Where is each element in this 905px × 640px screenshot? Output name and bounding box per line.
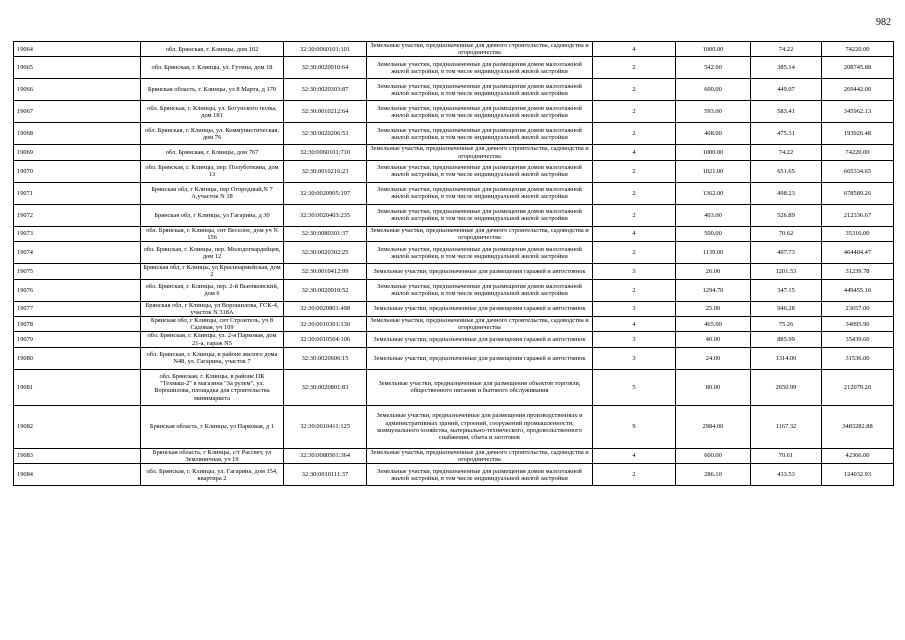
specific-value-cell: 385.14 (751, 57, 822, 79)
land-use-cell: Земельные участки, предназначенные для размещения домов малоэтажной жилой застройки, в том числе индивидуальной жилой застройки (367, 160, 593, 182)
address-cell: обл. Брянская, г. Клинцы, снт Веселое, дом уч N 156 (141, 226, 284, 241)
cadastral-number-cell: 32:30:0010504:106 (284, 332, 367, 347)
cadastral-value-cell: 31239.78 (822, 264, 894, 279)
row-number-cell: 19072 (14, 204, 141, 226)
category-cell: 3 (593, 332, 676, 347)
area-cell: 593.00 (676, 101, 751, 123)
address-cell: обл. Брянская, г. Клинцы, пер. Полуботкина, дом 13 (141, 160, 284, 182)
category-cell: 4 (593, 226, 676, 241)
category-cell: 3 (593, 347, 676, 369)
row-number-cell: 19065 (14, 57, 141, 79)
land-use-cell: Земельные участки, предназначенные для размещения объектов торговли, общественного питания и бытового обслуживания (367, 369, 593, 405)
row-number-cell: 19071 (14, 182, 141, 204)
table-row (14, 204, 894, 226)
table-row (14, 160, 894, 182)
category-cell: 2 (593, 242, 676, 264)
land-use-cell: Земельные участки, предназначенные для размещения домов малоэтажной жилой застройки, в том числе индивидуальной жилой застройки (367, 101, 593, 123)
category-cell: 4 (593, 145, 676, 160)
specific-value-cell: 583.41 (751, 101, 822, 123)
specific-value-cell: 1314.00 (751, 347, 822, 369)
specific-value-cell: 885.99 (751, 332, 822, 347)
row-number-cell: 19078 (14, 317, 141, 332)
address-cell: Брянская область, г Клинцы, ул Парковая, д 1 (141, 405, 284, 448)
table-row (14, 182, 894, 204)
cadastral-number-cell: 32:30:0080301:37 (284, 226, 367, 241)
category-cell: 2 (593, 204, 676, 226)
area-cell: 542.00 (676, 57, 751, 79)
cadastral-value-table (13, 41, 894, 486)
cadastral-value-cell: 31536.00 (822, 347, 894, 369)
cadastral-value-cell: 34995.90 (822, 317, 894, 332)
table-row (14, 464, 894, 486)
specific-value-cell: 347.15 (751, 279, 822, 301)
address-cell: обл. Брянская, г. Клинцы, в районе жилого дома N48, ул. Гагарина, участок 7 (141, 347, 284, 369)
table-body (14, 42, 894, 486)
table-row (14, 42, 894, 57)
specific-value-cell: 1167.32 (751, 405, 822, 448)
area-cell: 24.00 (676, 347, 751, 369)
category-cell: 2 (593, 57, 676, 79)
table-row (14, 369, 894, 405)
cadastral-value-cell: 193926.48 (822, 123, 894, 145)
address-cell: Брянская обл, г Клинцы, ул Ворошилова, ГСК-4, участок N 318А (141, 301, 284, 316)
row-number-cell: 19084 (14, 464, 141, 486)
area-cell: 408.00 (676, 123, 751, 145)
area-cell: 600.00 (676, 79, 751, 101)
cadastral-number-cell: 32:30:0010412:99 (284, 264, 367, 279)
land-use-cell: Земельные участки, предназначенные для размещения домов малоэтажной жилой застройки, в том числе индивидуальной жилой застройки (367, 464, 593, 486)
category-cell: 2 (593, 182, 676, 204)
row-number-cell: 19079 (14, 332, 141, 347)
land-use-cell: Земельные участки, предназначенные для размещения гаражей и автостоянок (367, 347, 593, 369)
table-row (14, 347, 894, 369)
specific-value-cell: 475.31 (751, 123, 822, 145)
address-cell: обл. Брянская, г. Клинцы, ул. Коммунистическая, дом 76 (141, 123, 284, 145)
cadastral-value-cell: 3483282.88 (822, 405, 894, 448)
land-use-cell: Земельные участки, предназначенные для размещения производственных и административных зданий, строений, сооружений промышленности, коммунального хозяйства, материально-технического, продовольственного снабжения, сбыта и заготовок (367, 405, 593, 448)
land-use-cell: Земельные участки, предназначенные для дачного строительства, садоводства и огородничества (367, 317, 593, 332)
table-row (14, 79, 894, 101)
cadastral-number-cell: 32:30:0010111:37 (284, 464, 367, 486)
address-cell: обл. Брянская, г. Клинцы, ул. Богунского полка, дом 181 (141, 101, 284, 123)
area-cell: 80.00 (676, 369, 751, 405)
cadastral-value-cell: 208745.88 (822, 57, 894, 79)
land-use-cell: Земельные участки, предназначенные для размещения гаражей и автостоянок (367, 301, 593, 316)
specific-value-cell: 75.26 (751, 317, 822, 332)
cadastral-number-cell: 32:30:0080501:364 (284, 448, 367, 463)
row-number-cell: 19077 (14, 301, 141, 316)
land-use-cell: Земельные участки, предназначенные для размещения домов малоэтажной жилой застройки, в том числе индивидуальной жилой застройки (367, 79, 593, 101)
specific-value-cell: 526.89 (751, 204, 822, 226)
cadastral-value-cell: 212336.67 (822, 204, 894, 226)
cadastral-number-cell: 32:30:0010411:125 (284, 405, 367, 448)
row-number-cell: 19080 (14, 347, 141, 369)
land-use-cell: Земельные участки, предназначенные для размещения домов малоэтажной жилой застройки, в том числе индивидуальной жилой застройки (367, 57, 593, 79)
land-use-cell: Земельные участки, предназначенные для дачного строительства, садоводства и огородничества (367, 42, 593, 57)
row-number-cell: 19075 (14, 264, 141, 279)
category-cell: 3 (593, 301, 676, 316)
land-use-cell: Земельные участки, предназначенные для размещения домов малоэтажной жилой застройки, в том числе индивидуальной жилой застройки (367, 123, 593, 145)
cadastral-value-cell: 23657.00 (822, 301, 894, 316)
cadastral-number-cell: 32:30:0020403:235 (284, 204, 367, 226)
cadastral-number-cell: 32:30:0020801:83 (284, 369, 367, 405)
cadastral-number-cell: 32:30:0060101:101 (284, 42, 367, 57)
specific-value-cell: 2650.99 (751, 369, 822, 405)
specific-value-cell: 1201.53 (751, 264, 822, 279)
cadastral-value-cell: 74220.00 (822, 145, 894, 160)
specific-value-cell: 74.22 (751, 42, 822, 57)
table-row (14, 405, 894, 448)
address-cell: обл. Брянская, г. Клинцы, дом 767 (141, 145, 284, 160)
category-cell: 5 (593, 369, 676, 405)
row-number-cell: 19076 (14, 279, 141, 301)
category-cell: 9 (593, 405, 676, 448)
page-number: 982 (876, 17, 891, 28)
table-row (14, 101, 894, 123)
area-cell: 600.00 (676, 448, 751, 463)
cadastral-number-cell: 32:30:0020606:15 (284, 347, 367, 369)
cadastral-number-cell: 32:30:0060101:710 (284, 145, 367, 160)
address-cell: Брянская обл, г Клинцы, ул Красноармейская, дом 2 (141, 264, 284, 279)
cadastral-value-cell: 269442.00 (822, 79, 894, 101)
address-cell: обл. Брянская, г. Клинцы, ул. 2-я Парковая, дом 21-а, гараж N5 (141, 332, 284, 347)
row-number-cell: 19074 (14, 242, 141, 264)
table-row (14, 264, 894, 279)
area-cell: 40.00 (676, 332, 751, 347)
table-row (14, 57, 894, 79)
cadastral-value-cell: 464404.47 (822, 242, 894, 264)
cadastral-number-cell: 32:30:0010216:23 (284, 160, 367, 182)
cadastral-value-cell: 74220.00 (822, 42, 894, 57)
address-cell: обл. Брянская, г. Клинцы, ул. Гутина, дом 18 (141, 57, 284, 79)
category-cell: 2 (593, 279, 676, 301)
category-cell: 4 (593, 42, 676, 57)
cadastral-number-cell: 32:30:0020910:52 (284, 279, 367, 301)
table-row (14, 317, 894, 332)
address-cell: обл. Брянская, г. Клинцы, дом 102 (141, 42, 284, 57)
area-cell: 1294.70 (676, 279, 751, 301)
area-cell: 26.00 (676, 264, 751, 279)
cadastral-number-cell: 32:30:0020206:53 (284, 123, 367, 145)
specific-value-cell: 946.28 (751, 301, 822, 316)
area-cell: 2984.00 (676, 405, 751, 448)
address-cell: обл. Брянская, г. Клинцы, пер. 2-й Вьюнковский, дом 6 (141, 279, 284, 301)
row-number-cell: 19069 (14, 145, 141, 160)
table-row (14, 301, 894, 316)
table-row (14, 145, 894, 160)
specific-value-cell: 498.23 (751, 182, 822, 204)
area-cell: 1021.00 (676, 160, 751, 182)
address-cell: обл. Брянская, г. Клинцы, в районе ПК "Техмаш-2" в магазина "За рулем", ул. Ворошилова, площадка для строительства минимаркета (141, 369, 284, 405)
row-number-cell: 19066 (14, 79, 141, 101)
row-number-cell: 19070 (14, 160, 141, 182)
specific-value-cell: 449.07 (751, 79, 822, 101)
area-cell: 1362.00 (676, 182, 751, 204)
category-cell: 2 (593, 101, 676, 123)
area-cell: 403.00 (676, 204, 751, 226)
table-row (14, 242, 894, 264)
category-cell: 3 (593, 264, 676, 279)
address-cell: обл. Брянская, г. Клинцы, пер. Молодогвардейцев, дом 12 (141, 242, 284, 264)
land-use-cell: Земельные участки, предназначенные для размещения домов малоэтажной жилой застройки, в том числе индивидуальной жилой застройки (367, 182, 593, 204)
land-use-cell: Земельные участки, предназначенные для размещения домов малоэтажной жилой застройки, в том числе индивидуальной жилой застройки (367, 279, 593, 301)
area-cell: 465.00 (676, 317, 751, 332)
category-cell: 2 (593, 464, 676, 486)
category-cell: 2 (593, 160, 676, 182)
address-cell: обл. Брянская, г. Клинцы, ул. Гагарина, дом 154, квартира 2 (141, 464, 284, 486)
specific-value-cell: 70.62 (751, 226, 822, 241)
area-cell: 1139.00 (676, 242, 751, 264)
category-cell: 2 (593, 79, 676, 101)
specific-value-cell: 74.22 (751, 145, 822, 160)
specific-value-cell: 433.53 (751, 464, 822, 486)
cadastral-number-cell: 32:30:0020801:498 (284, 301, 367, 316)
area-cell: 1000.00 (676, 145, 751, 160)
row-number-cell: 19073 (14, 226, 141, 241)
table-row (14, 226, 894, 241)
category-cell: 2 (593, 123, 676, 145)
cadastral-value-cell: 42366.00 (822, 448, 894, 463)
address-cell: Брянская область, г Клинцы, с/т Рассвет, ул Земляничная, уч 19 (141, 448, 284, 463)
row-number-cell: 19067 (14, 101, 141, 123)
land-use-cell: Земельные участки, предназначенные для дачного строительства, садоводства и огородничества (367, 145, 593, 160)
cadastral-number-cell: 32:30:0010301:130 (284, 317, 367, 332)
cadastral-number-cell: 32:30:0020303:87 (284, 79, 367, 101)
cadastral-value-cell: 35310.00 (822, 226, 894, 241)
row-number-cell: 19068 (14, 123, 141, 145)
specific-value-cell: 70.61 (751, 448, 822, 463)
cadastral-value-cell: 345962.13 (822, 101, 894, 123)
address-cell: Брянская обл, г Клинцы, пер Огородный,N 7 А,участок N 18 (141, 182, 284, 204)
area-cell: 1000.00 (676, 42, 751, 57)
land-use-cell: Земельные участки, предназначенные для размещения домов малоэтажной жилой застройки, в том числе индивидуальной жилой застройки (367, 204, 593, 226)
address-cell: Брянская область, г. Клинцы, ул 8 Марта, д 170 (141, 79, 284, 101)
table-row (14, 332, 894, 347)
land-use-cell: Земельные участки, предназначенные для дачного строительства, садоводства и огородничества (367, 448, 593, 463)
table-row (14, 279, 894, 301)
cadastral-number-cell: 32:30:0020905:197 (284, 182, 367, 204)
cadastral-value-cell: 665334.65 (822, 160, 894, 182)
specific-value-cell: 651.65 (751, 160, 822, 182)
row-number-cell: 19081 (14, 369, 141, 405)
cadastral-value-cell: 35439.60 (822, 332, 894, 347)
row-number-cell: 19064 (14, 42, 141, 57)
table-row (14, 448, 894, 463)
row-number-cell: 19082 (14, 405, 141, 448)
cadastral-value-cell: 124032.93 (822, 464, 894, 486)
area-cell: 286.10 (676, 464, 751, 486)
category-cell: 4 (593, 317, 676, 332)
land-use-cell: Земельные участки, предназначенные для размещения домов малоэтажной жилой застройки, в том числе индивидуальной жилой застройки (367, 242, 593, 264)
address-cell: Брянская обл, г Клинцы, снт Строитель, уч 8 Садовая, уч 109 (141, 317, 284, 332)
address-cell: Брянская обл, г Клинцы, ул Гагарина, д 30 (141, 204, 284, 226)
cadastral-value-cell: 212079.20 (822, 369, 894, 405)
cadastral-value-cell: 678589.26 (822, 182, 894, 204)
table-row (14, 123, 894, 145)
cadastral-number-cell: 32:30:0010212:64 (284, 101, 367, 123)
area-cell: 25.00 (676, 301, 751, 316)
land-use-cell: Земельные участки, предназначенные для дачного строительства, садоводства и огородничества (367, 226, 593, 241)
cadastral-number-cell: 32:30:0020302:25 (284, 242, 367, 264)
land-use-cell: Земельные участки, предназначенные для размещения гаражей и автостоянок (367, 264, 593, 279)
land-use-cell: Земельные участки, предназначенные для размещения гаражей и автостоянок (367, 332, 593, 347)
specific-value-cell: 407.73 (751, 242, 822, 264)
cadastral-value-cell: 449455.10 (822, 279, 894, 301)
cadastral-number-cell: 32:30:0020910:64 (284, 57, 367, 79)
row-number-cell: 19083 (14, 448, 141, 463)
category-cell: 4 (593, 448, 676, 463)
area-cell: 500.00 (676, 226, 751, 241)
